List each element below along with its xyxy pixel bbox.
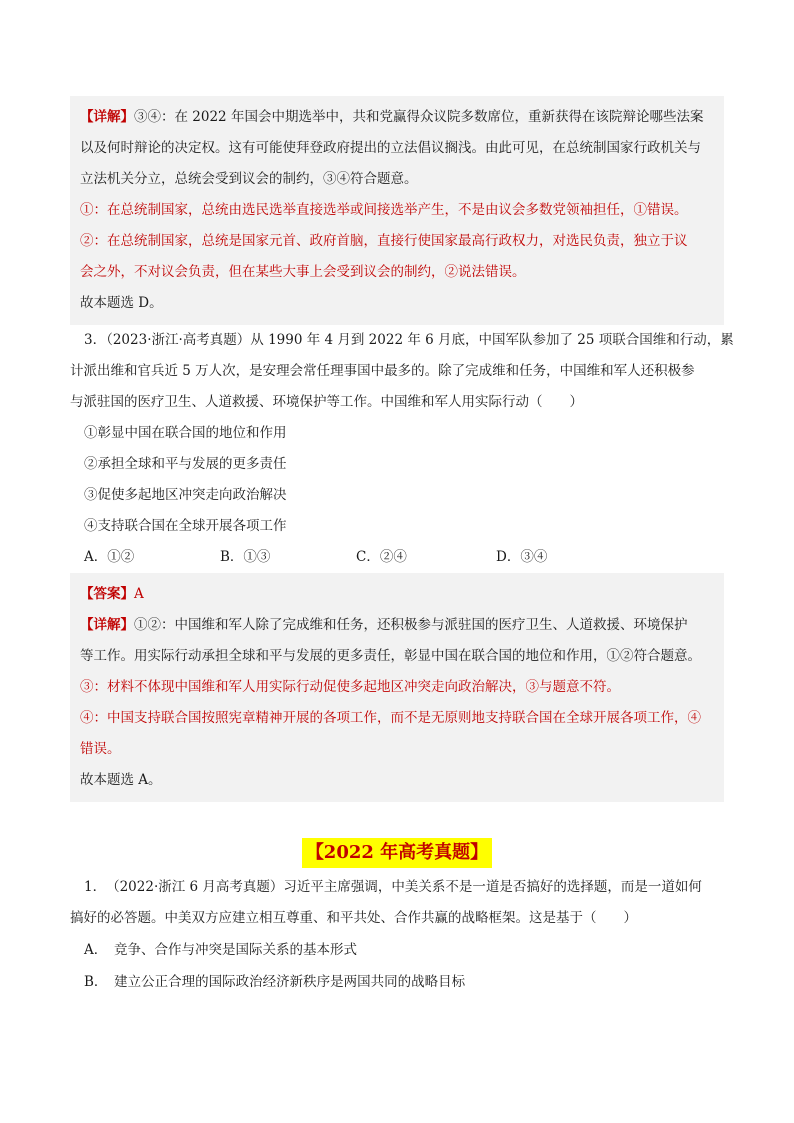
question-stem: 1． （2022·浙江 6 月高考真题）习近平主席强调，中美关系不是一道是否搞好的选择题，而是一道如何 bbox=[84, 879, 702, 895]
detail-line bbox=[80, 102, 720, 133]
answer-value: A bbox=[134, 586, 144, 602]
choice-option: C．②④ bbox=[356, 549, 407, 565]
statement-item: ③促使多起地区冲突走向政治解决 bbox=[84, 487, 287, 503]
choice-option: B． 建立公正合理的国际政治经济新秩序是两国共同的战略目标 bbox=[84, 974, 466, 990]
detail-text: ①②：中国维和军人除了完成维和任务，还积极参与派驻国的医疗卫生、人道救援、环境保护 bbox=[134, 617, 688, 633]
statement-item: ②承担全球和平与发展的更多责任 bbox=[84, 456, 287, 472]
wrong-text: ②：在总统制国家，总统是国家元首、政府首脑，直接行使国家最高行政权力，对选民负责，独立于议 bbox=[80, 233, 688, 249]
answer-explanation-block-prev bbox=[70, 96, 724, 325]
detail-line bbox=[80, 610, 720, 641]
choice-option: A． 竞争、合作与冲突是国际关系的基本形式 bbox=[84, 942, 357, 958]
question-stem: 与派驻国的医疗卫生、人道救援、环境保护等工作。中国维和军人用实际行动（ ） bbox=[70, 394, 583, 410]
wrong-option-explanation bbox=[80, 226, 720, 257]
detail-line: 以及何时辩论的决定权。这有可能使拜登政府提出的立法倡议搁浅。由此可见，在总统制国家行政机关与 bbox=[80, 140, 701, 156]
detail-label: 【详解】 bbox=[80, 109, 134, 125]
wrong-option-explanation-cont: 错误。 bbox=[80, 741, 121, 757]
question-stem: 计派出维和官兵近 5 万人次，是安理会常任理事国中最多的。除了完成维和任务，中国维和军人还积极参 bbox=[70, 363, 695, 379]
detail-line: 等工作。用实际行动承担全球和平与发展的更多责任，彰显中国在联合国的地位和作用，①②符合题意。 bbox=[80, 648, 701, 664]
detail-text: ③④：在 2022 年国会中期选举中，共和党赢得众议院多数席位，重新获得在该院辩论哪些法案 bbox=[134, 109, 704, 125]
wrong-option-explanation-cont bbox=[80, 257, 720, 288]
choice-option: B．①③ bbox=[220, 549, 271, 565]
detail-line: 立法机关分立，总统会受到议会的制约，③④符合题意。 bbox=[80, 171, 418, 187]
wrong-option-explanation: ③：材料不体现中国维和军人用实际行动促使多起地区冲突走向政治解决，③与题意不符。 bbox=[80, 679, 620, 695]
question-stem: 3．（2023·浙江·高考真题）从 1990 年 4 月到 2022 年 6 月底，中国军队参加了 25 项联合国维和行动，累 bbox=[84, 332, 734, 348]
statement-item: ④支持联合国在全球开展各项工作 bbox=[84, 518, 287, 534]
answer-explanation-block-q3 bbox=[70, 573, 724, 802]
wrong-option-explanation: ①：在总统制国家，总统由选民选举直接选举或间接选举产生，不是由议会多数党领袖担任，①错误。 bbox=[80, 202, 688, 218]
wrong-text: 会之外，不对议会负责，但在某些大事上会受到议会的制约，②说法错误。 bbox=[80, 264, 526, 280]
question-1 bbox=[70, 872, 724, 998]
section-title: 【2022 年高考真题】 bbox=[302, 838, 492, 868]
wrong-option-explanation: ④：中国支持联合国按照宪章精神开展的各项工作，而不是无原则地支持联合国在全球开展各项工作，④ bbox=[80, 710, 701, 726]
question-stem: 搞好的必答题。中美双方应建立相互尊重、和平共处、合作共赢的战略框架。这是基于（ ） bbox=[70, 910, 637, 926]
detail-label: 【详解】 bbox=[80, 617, 134, 633]
choice-option: D．③④ bbox=[496, 549, 548, 565]
choice-option: A．①② bbox=[84, 549, 135, 565]
choice-options bbox=[70, 542, 724, 573]
document-page bbox=[70, 96, 734, 998]
question-3 bbox=[70, 325, 734, 573]
conclusion: 故本题选 A。 bbox=[80, 772, 162, 788]
conclusion: 故本题选 D。 bbox=[80, 295, 163, 311]
section-header bbox=[70, 838, 724, 868]
answer-line bbox=[80, 579, 720, 610]
answer-label: 【答案】 bbox=[80, 586, 134, 602]
statement-item: ①彰显中国在联合国的地位和作用 bbox=[84, 425, 287, 441]
